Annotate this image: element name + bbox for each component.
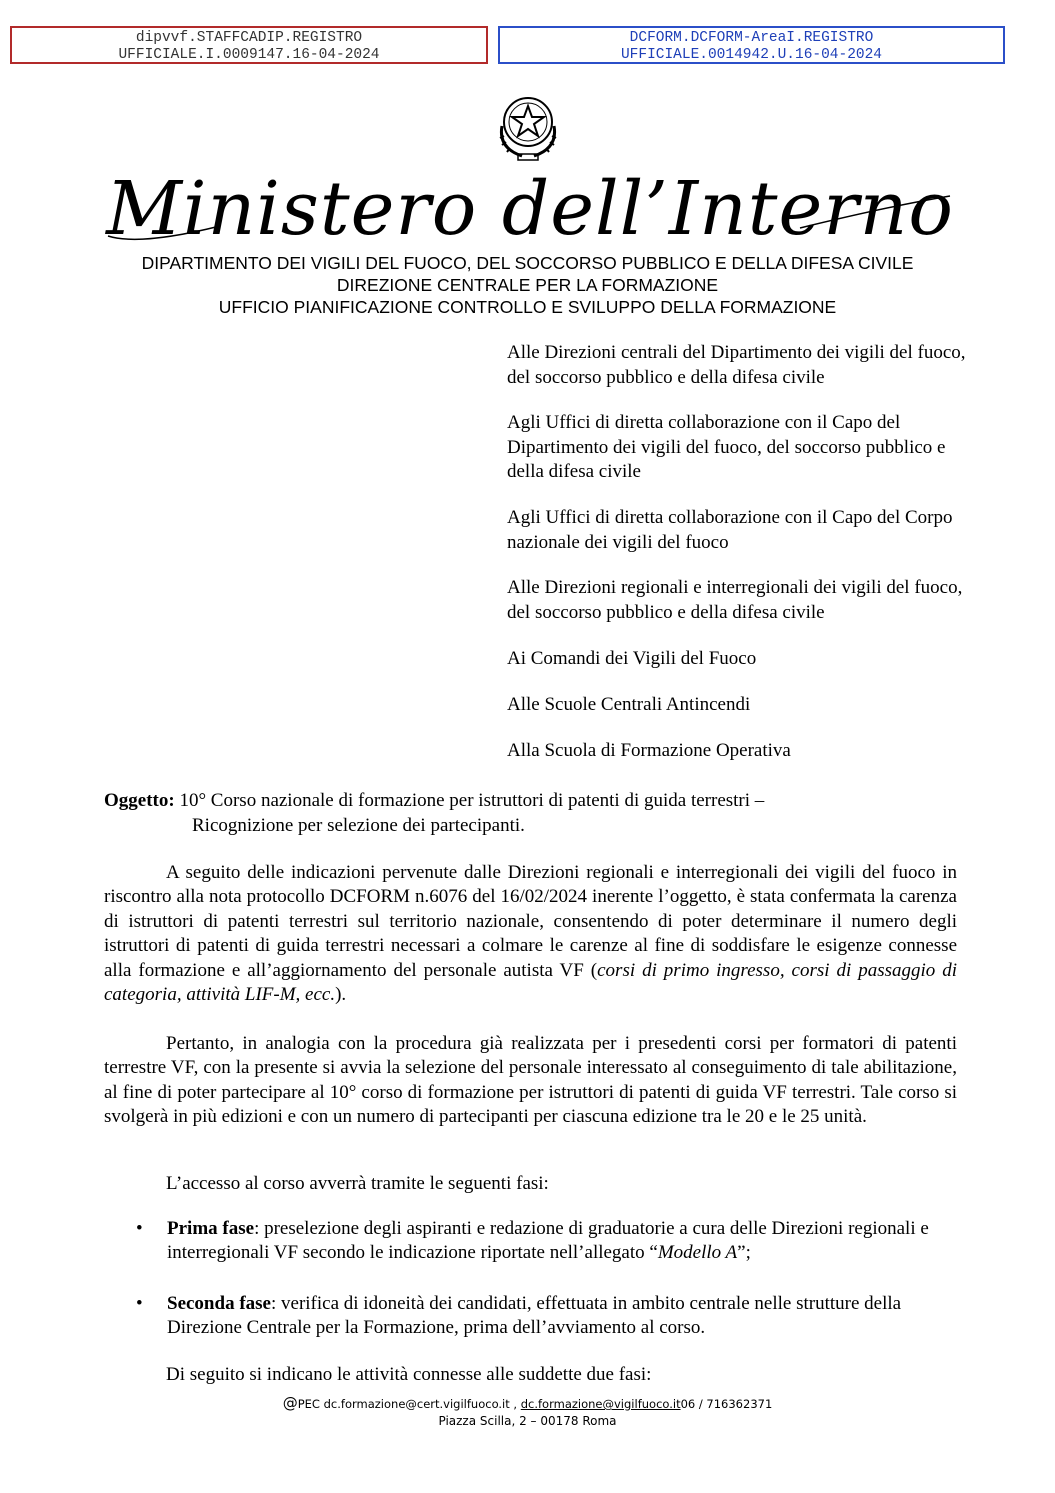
email-link[interactable]: dc.formazione@vigilfuoco.it (520, 1397, 681, 1411)
course-types: corsi di primo ingresso, corsi di passaggio di categoria, attività LIF-M, ecc. (104, 959, 957, 1006)
directorate-name: DIREZIONE CENTRALE PER LA FORMAZIONE (336, 275, 719, 295)
recipient: Alla Scuola di Formazione Operativa (507, 740, 791, 761)
list-item: • Seconda fase: verifica di idoneità dei candidati, effettuata in ambito centrale nelle strutture della Direzione Centrale per la Formazione, prima dell’avviamento al corso. (136, 1293, 902, 1339)
phone-number: 06 / 716362371 (680, 1397, 773, 1411)
ministry-title-text: Ministero dell’Interno (106, 166, 954, 252)
recipient: Ai Comandi dei Vigili del Fuoco (507, 648, 757, 669)
stamp-left-line1: dipvvf.STAFFCADIP.REGISTRO (135, 30, 363, 46)
footer-address: Piazza Scilla, 2 – 00178 Roma (438, 1414, 617, 1428)
recipient: Alle Direzioni centrali del Dipartimento dei vigili del fuoco, del soccorso pubblico e della difesa civile (507, 342, 966, 388)
footer-contacts: @PEC dc.formazione@cert.vigilfuoco.it , dc.formazione@vigilfuoco.it06 / 716362371 (282, 1394, 773, 1412)
subject-label: Oggetto: (104, 790, 175, 811)
list-item: • Prima fase: preselezione degli aspiranti e redazione di graduatorie a cura delle Direzioni regionali e interregionali VF secondo le indicazione riportate nell’allegato “Modello A”; (136, 1218, 929, 1264)
recipient: Agli Uffici di diretta collaborazione con il Capo del Dipartimento dei vigili del fuoco, del soccorso pubblico e della difesa civile (507, 412, 946, 482)
department-name: DIPARTIMENTO DEI VIGILI DEL FUOCO, DEL SOCCORSO PUBBLICO E DELLA DIFESA CIVILE (141, 253, 914, 273)
office-name: UFFICIO PIANIFICAZIONE CONTROLLO E SVILUPPO DELLA FORMAZIONE (218, 297, 837, 317)
body-paragraph-2: Pertanto, in analogia con la procedura già realizzata per i presedenti corsi per formatori di patenti terrestre VF, con la presente si avvia la selezione del personale interessato al conseguimento di tale abilitazione, al fine di poter partecipare al 10° corso di formazione per istruttori di patenti di guida VF terrestri. Tale corso si svolgerà in più edizioni e con un numero di partecipanti per ciascuna edizione tra le 20 e le 25 unità. (104, 1033, 957, 1128)
recipient: Alle Direzioni regionali e interregionali dei vigili del fuoco, del soccorso pubblico e della difesa civile (507, 577, 963, 623)
body-paragraph-3: L’accesso al corso avverrà tramite le seguenti fasi: (166, 1173, 549, 1194)
stamp-left-line2: UFFICIALE.I.0009147.16-04-2024 (118, 47, 380, 63)
stamp-right-line2: UFFICIALE.0014942.U.16-04-2024 (620, 47, 883, 63)
subject-line1: 10° Corso nazionale di formazione per istruttori di patenti di guida terrestri – (179, 790, 765, 811)
pec-email-link[interactable]: dc.formazione@cert.vigilfuoco.it (323, 1397, 510, 1411)
italian-republic-emblem-icon (492, 86, 564, 166)
body-paragraph-1: A seguito delle indicazioni pervenute dalle Direzioni regionali e interregionali dei vigili del fuoco in riscontro alla nota protocollo DCFORM n.6076 del 16/02/2024 inerente l’oggetto, è stata confermata la carenza di istruttori di patenti terrestri sul territorio nazionale, consentendo di poter determinare il numero degli istruttori di patenti di guida terrestri necessari a colmare le carenze al fine di soddisfare le esigenze connesse alla formazione e all’aggiornamento del personale autista VF (corsi di primo ingresso, corsi di passaggio di categoria, attività LIF-M, ecc.). (104, 862, 957, 1006)
protocol-stamp-left (10, 26, 488, 64)
subject-line2: Ricognizione per selezione dei partecipanti. (192, 815, 525, 836)
recipient: Alle Scuole Centrali Antincendi (507, 694, 751, 715)
ministry-title (100, 166, 960, 254)
protocol-stamp-right (498, 26, 1005, 64)
subject (104, 788, 904, 838)
recipient: Agli Uffici di diretta collaborazione con il Capo del Corpo nazionale dei vigili del fuoco (507, 507, 953, 553)
bullet-icon: • (136, 1218, 143, 1239)
body-paragraph-4: Di seguito si indicano le attività connesse alle suddette due fasi: (166, 1364, 652, 1385)
stamp-right-line1: DCFORM.DCFORM-AreaI.REGISTRO (629, 30, 874, 46)
bullet-icon: • (136, 1293, 143, 1314)
at-icon: @ (282, 1394, 298, 1412)
